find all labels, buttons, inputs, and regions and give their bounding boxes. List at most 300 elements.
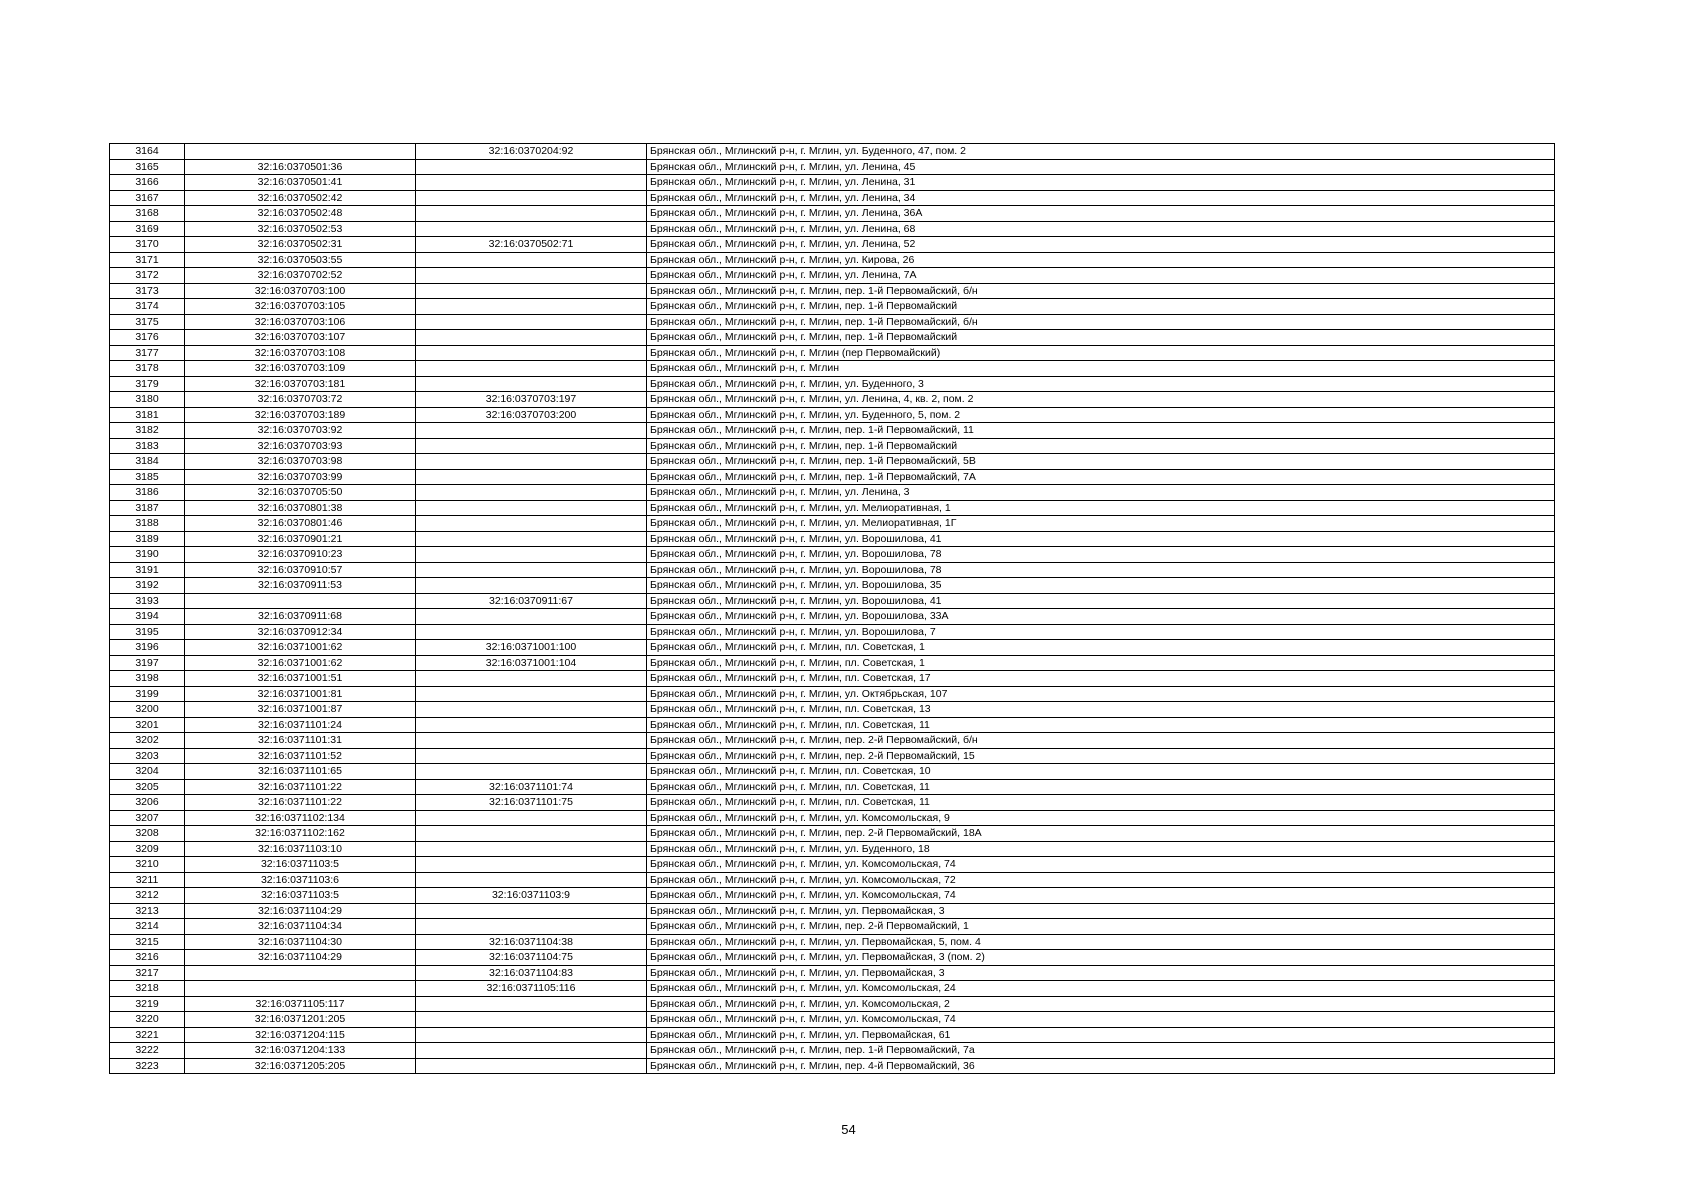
address-cell: Брянская обл., Мглинский р-н, г. Мглин, ул. Ленина, 45 (647, 159, 1555, 175)
cadastral-number-cell: 32:16:0370801:46 (185, 516, 416, 532)
table-row (110, 206, 1555, 222)
linked-cadastral-number-cell (416, 1027, 647, 1043)
linked-cadastral-number-cell: 32:16:0370204:92 (416, 144, 647, 160)
cadastral-number-cell: 32:16:0371001:51 (185, 671, 416, 687)
cadastral-number-cell (185, 593, 416, 609)
row-number-cell: 3211 (110, 872, 185, 888)
address-cell: Брянская обл., Мглинский р-н, г. Мглин, ул. Ворошилова, 41 (647, 531, 1555, 547)
linked-cadastral-number-cell (416, 268, 647, 284)
row-number-cell: 3172 (110, 268, 185, 284)
linked-cadastral-number-cell (416, 531, 647, 547)
address-cell: Брянская обл., Мглинский р-н, г. Мглин, ул. Ленина, 7А (647, 268, 1555, 284)
address-cell: Брянская обл., Мглинский р-н, г. Мглин, ул. Ворошилова, 7 (647, 624, 1555, 640)
cadastral-number-cell: 32:16:0370705:50 (185, 485, 416, 501)
table-row (110, 299, 1555, 315)
table-row (110, 640, 1555, 656)
linked-cadastral-number-cell: 32:16:0371105:116 (416, 981, 647, 997)
table-row (110, 1012, 1555, 1028)
linked-cadastral-number-cell: 32:16:0371101:74 (416, 779, 647, 795)
linked-cadastral-number-cell: 32:16:0371103:9 (416, 888, 647, 904)
linked-cadastral-number-cell (416, 175, 647, 191)
table-row (110, 779, 1555, 795)
row-number-cell: 3183 (110, 438, 185, 454)
address-cell: Брянская обл., Мглинский р-н, г. Мглин, ул. Ленина, 4, кв. 2, пом. 2 (647, 392, 1555, 408)
table-row (110, 795, 1555, 811)
table-row (110, 268, 1555, 284)
linked-cadastral-number-cell: 32:16:0370502:71 (416, 237, 647, 253)
cadastral-number-cell: 32:16:0371101:22 (185, 795, 416, 811)
table-row (110, 190, 1555, 206)
table-row (110, 454, 1555, 470)
cadastral-number-cell: 32:16:0371102:134 (185, 810, 416, 826)
table-row (110, 1043, 1555, 1059)
address-cell: Брянская обл., Мглинский р-н, г. Мглин, пер. 1-й Первомайский (647, 299, 1555, 315)
address-cell: Брянская обл., Мглинский р-н, г. Мглин, пл. Советская, 11 (647, 779, 1555, 795)
address-cell: Брянская обл., Мглинский р-н, г. Мглин, ул. Комсомольская, 72 (647, 872, 1555, 888)
cadastral-number-cell: 32:16:0371001:81 (185, 686, 416, 702)
row-number-cell: 3207 (110, 810, 185, 826)
row-number-cell: 3191 (110, 562, 185, 578)
address-cell: Брянская обл., Мглинский р-н, г. Мглин, ул. Ленина, 68 (647, 221, 1555, 237)
address-cell: Брянская обл., Мглинский р-н, г. Мглин, ул. Буденного, 5, пом. 2 (647, 407, 1555, 423)
address-cell: Брянская обл., Мглинский р-н, г. Мглин (пер Первомайский) (647, 345, 1555, 361)
cadastral-number-cell: 32:16:0370501:41 (185, 175, 416, 191)
row-number-cell: 3214 (110, 919, 185, 935)
linked-cadastral-number-cell (416, 190, 647, 206)
row-number-cell: 3194 (110, 609, 185, 625)
address-cell: Брянская обл., Мглинский р-н, г. Мглин, ул. Комсомольская, 24 (647, 981, 1555, 997)
row-number-cell: 3185 (110, 469, 185, 485)
cadastral-number-cell: 32:16:0370910:57 (185, 562, 416, 578)
row-number-cell: 3218 (110, 981, 185, 997)
address-cell: Брянская обл., Мглинский р-н, г. Мглин, ул. Буденного, 18 (647, 841, 1555, 857)
row-number-cell: 3165 (110, 159, 185, 175)
table-row (110, 516, 1555, 532)
table-row (110, 733, 1555, 749)
cadastral-number-cell: 32:16:0370502:48 (185, 206, 416, 222)
cadastral-number-cell: 32:16:0371101:65 (185, 764, 416, 780)
cadastral-number-cell: 32:16:0371103:6 (185, 872, 416, 888)
address-cell: Брянская обл., Мглинский р-н, г. Мглин, пер. 2-й Первомайский, 18А (647, 826, 1555, 842)
address-cell: Брянская обл., Мглинский р-н, г. Мглин, пер. 2-й Первомайский, б/н (647, 733, 1555, 749)
table-row (110, 826, 1555, 842)
cadastral-number-cell: 32:16:0371204:115 (185, 1027, 416, 1043)
address-cell: Брянская обл., Мглинский р-н, г. Мглин, ул. Ворошилова, 33А (647, 609, 1555, 625)
row-number-cell: 3189 (110, 531, 185, 547)
linked-cadastral-number-cell (416, 454, 647, 470)
linked-cadastral-number-cell (416, 330, 647, 346)
table-row (110, 438, 1555, 454)
linked-cadastral-number-cell (416, 717, 647, 733)
address-cell: Брянская обл., Мглинский р-н, г. Мглин, ул. Ворошилова, 78 (647, 562, 1555, 578)
table-row (110, 469, 1555, 485)
cadastral-number-cell: 32:16:0370703:92 (185, 423, 416, 439)
table-row (110, 919, 1555, 935)
table-row (110, 1027, 1555, 1043)
table-row (110, 562, 1555, 578)
address-cell: Брянская обл., Мглинский р-н, г. Мглин, пер. 1-й Первомайский, 7а (647, 1043, 1555, 1059)
address-cell: Брянская обл., Мглинский р-н, г. Мглин, пл. Советская, 1 (647, 655, 1555, 671)
table-row (110, 175, 1555, 191)
row-number-cell: 3190 (110, 547, 185, 563)
address-cell: Брянская обл., Мглинский р-н, г. Мглин, ул. Комсомольская, 9 (647, 810, 1555, 826)
table-row (110, 283, 1555, 299)
address-cell: Брянская обл., Мглинский р-н, г. Мглин, ул. Ленина, 3 (647, 485, 1555, 501)
address-cell: Брянская обл., Мглинский р-н, г. Мглин (647, 361, 1555, 377)
row-number-cell: 3188 (110, 516, 185, 532)
table-row (110, 221, 1555, 237)
row-number-cell: 3173 (110, 283, 185, 299)
cadastral-number-cell: 32:16:0371102:162 (185, 826, 416, 842)
row-number-cell: 3167 (110, 190, 185, 206)
address-cell: Брянская обл., Мглинский р-н, г. Мглин, ул. Первомайская, 3 (647, 965, 1555, 981)
linked-cadastral-number-cell (416, 826, 647, 842)
linked-cadastral-number-cell (416, 841, 647, 857)
cadastral-number-cell: 32:16:0370911:53 (185, 578, 416, 594)
row-number-cell: 3196 (110, 640, 185, 656)
linked-cadastral-number-cell: 32:16:0371001:100 (416, 640, 647, 656)
table-row (110, 841, 1555, 857)
linked-cadastral-number-cell (416, 1058, 647, 1074)
table-row (110, 500, 1555, 516)
linked-cadastral-number-cell (416, 516, 647, 532)
table-row (110, 1058, 1555, 1074)
row-number-cell: 3219 (110, 996, 185, 1012)
address-cell: Брянская обл., Мглинский р-н, г. Мглин, пл. Советская, 11 (647, 795, 1555, 811)
address-cell: Брянская обл., Мглинский р-н, г. Мглин, ул. Ворошилова, 35 (647, 578, 1555, 594)
cadastral-number-cell: 32:16:0370801:38 (185, 500, 416, 516)
address-cell: Брянская обл., Мглинский р-н, г. Мглин, пер. 1-й Первомайский (647, 438, 1555, 454)
cadastral-number-cell: 32:16:0371104:29 (185, 903, 416, 919)
row-number-cell: 3206 (110, 795, 185, 811)
cadastral-number-cell: 32:16:0370911:68 (185, 609, 416, 625)
linked-cadastral-number-cell (416, 764, 647, 780)
table-row (110, 593, 1555, 609)
address-cell: Брянская обл., Мглинский р-н, г. Мглин, ул. Первомайская, 3 (647, 903, 1555, 919)
linked-cadastral-number-cell (416, 485, 647, 501)
linked-cadastral-number-cell (416, 361, 647, 377)
address-cell: Брянская обл., Мглинский р-н, г. Мглин, ул. Первомайская, 3 (пом. 2) (647, 950, 1555, 966)
row-number-cell: 3178 (110, 361, 185, 377)
cadastral-number-cell: 32:16:0370503:55 (185, 252, 416, 268)
address-cell: Брянская обл., Мглинский р-н, г. Мглин, пл. Советская, 13 (647, 702, 1555, 718)
address-cell: Брянская обл., Мглинский р-н, г. Мглин, ул. Ленина, 34 (647, 190, 1555, 206)
linked-cadastral-number-cell (416, 500, 647, 516)
table-row (110, 981, 1555, 997)
row-number-cell: 3192 (110, 578, 185, 594)
row-number-cell: 3209 (110, 841, 185, 857)
row-number-cell: 3164 (110, 144, 185, 160)
address-cell: Брянская обл., Мглинский р-н, г. Мглин, ул. Ленина, 36А (647, 206, 1555, 222)
table-row (110, 423, 1555, 439)
cadastral-number-cell: 32:16:0371104:30 (185, 934, 416, 950)
row-number-cell: 3212 (110, 888, 185, 904)
linked-cadastral-number-cell (416, 996, 647, 1012)
address-cell: Брянская обл., Мглинский р-н, г. Мглин, ул. Ленина, 31 (647, 175, 1555, 191)
address-cell: Брянская обл., Мглинский р-н, г. Мглин, ул. Ворошилова, 41 (647, 593, 1555, 609)
linked-cadastral-number-cell (416, 919, 647, 935)
row-number-cell: 3201 (110, 717, 185, 733)
row-number-cell: 3217 (110, 965, 185, 981)
row-number-cell: 3210 (110, 857, 185, 873)
cadastral-number-cell: 32:16:0370703:109 (185, 361, 416, 377)
table-row (110, 903, 1555, 919)
table-row (110, 252, 1555, 268)
cadastral-number-cell: 32:16:0370703:98 (185, 454, 416, 470)
table-row (110, 392, 1555, 408)
address-cell: Брянская обл., Мглинский р-н, г. Мглин, ул. Буденного, 3 (647, 376, 1555, 392)
row-number-cell: 3220 (110, 1012, 185, 1028)
row-number-cell: 3179 (110, 376, 185, 392)
cadastral-number-cell: 32:16:0371204:133 (185, 1043, 416, 1059)
cadastral-number-cell: 32:16:0371001:62 (185, 655, 416, 671)
table-row (110, 609, 1555, 625)
cadastral-number-cell: 32:16:0370703:100 (185, 283, 416, 299)
linked-cadastral-number-cell: 32:16:0370703:200 (416, 407, 647, 423)
address-cell: Брянская обл., Мглинский р-н, г. Мглин, ул. Комсомольская, 74 (647, 857, 1555, 873)
address-cell: Брянская обл., Мглинский р-н, г. Мглин, ул. Ленина, 52 (647, 237, 1555, 253)
cadastral-number-cell: 32:16:0371105:117 (185, 996, 416, 1012)
row-number-cell: 3216 (110, 950, 185, 966)
address-cell: Брянская обл., Мглинский р-н, г. Мглин, ул. Кирова, 26 (647, 252, 1555, 268)
linked-cadastral-number-cell (416, 283, 647, 299)
cadastral-number-cell (185, 965, 416, 981)
table-row (110, 624, 1555, 640)
table-row (110, 578, 1555, 594)
row-number-cell: 3170 (110, 237, 185, 253)
linked-cadastral-number-cell (416, 423, 647, 439)
table-row (110, 671, 1555, 687)
cadastral-number-cell: 32:16:0371103:5 (185, 857, 416, 873)
linked-cadastral-number-cell (416, 221, 647, 237)
address-cell: Брянская обл., Мглинский р-н, г. Мглин, пер. 1-й Первомайский, 7А (647, 469, 1555, 485)
linked-cadastral-number-cell (416, 345, 647, 361)
linked-cadastral-number-cell (416, 686, 647, 702)
cadastral-number-cell: 32:16:0370703:189 (185, 407, 416, 423)
linked-cadastral-number-cell: 32:16:0371104:38 (416, 934, 647, 950)
address-cell: Брянская обл., Мглинский р-н, г. Мглин, пл. Советская, 1 (647, 640, 1555, 656)
row-number-cell: 3184 (110, 454, 185, 470)
table-row (110, 810, 1555, 826)
cadastral-number-cell (185, 144, 416, 160)
row-number-cell: 3168 (110, 206, 185, 222)
table-row (110, 655, 1555, 671)
cadastral-number-cell: 32:16:0371104:29 (185, 950, 416, 966)
cadastral-number-cell: 32:16:0370703:105 (185, 299, 416, 315)
linked-cadastral-number-cell (416, 1012, 647, 1028)
address-cell: Брянская обл., Мглинский р-н, г. Мглин, ул. Комсомольская, 74 (647, 1012, 1555, 1028)
table-row (110, 702, 1555, 718)
row-number-cell: 3186 (110, 485, 185, 501)
table-row (110, 547, 1555, 563)
address-cell: Брянская обл., Мглинский р-н, г. Мглин, пл. Советская, 10 (647, 764, 1555, 780)
cadastral-number-cell: 32:16:0370901:21 (185, 531, 416, 547)
table-row (110, 407, 1555, 423)
row-number-cell: 3222 (110, 1043, 185, 1059)
linked-cadastral-number-cell (416, 159, 647, 175)
cadastral-number-cell: 32:16:0371103:5 (185, 888, 416, 904)
cadastral-number-cell: 32:16:0370703:108 (185, 345, 416, 361)
linked-cadastral-number-cell (416, 702, 647, 718)
address-cell: Брянская обл., Мглинский р-н, г. Мглин, пер. 4-й Первомайский, 36 (647, 1058, 1555, 1074)
table-row (110, 996, 1555, 1012)
linked-cadastral-number-cell: 32:16:0370911:67 (416, 593, 647, 609)
linked-cadastral-number-cell (416, 903, 647, 919)
address-cell: Брянская обл., Мглинский р-н, г. Мглин, ул. Октябрьская, 107 (647, 686, 1555, 702)
row-number-cell: 3197 (110, 655, 185, 671)
linked-cadastral-number-cell: 32:16:0371104:83 (416, 965, 647, 981)
address-cell: Брянская обл., Мглинский р-н, г. Мглин, ул. Первомайская, 61 (647, 1027, 1555, 1043)
address-cell: Брянская обл., Мглинский р-н, г. Мглин, пер. 2-й Первомайский, 1 (647, 919, 1555, 935)
table-row (110, 531, 1555, 547)
linked-cadastral-number-cell (416, 1043, 647, 1059)
row-number-cell: 3176 (110, 330, 185, 346)
cadastral-number-cell: 32:16:0371101:31 (185, 733, 416, 749)
cadastral-number-cell: 32:16:0370501:36 (185, 159, 416, 175)
address-cell: Брянская обл., Мглинский р-н, г. Мглин, пер. 1-й Первомайский, б/н (647, 283, 1555, 299)
row-number-cell: 3174 (110, 299, 185, 315)
address-cell: Брянская обл., Мглинский р-н, г. Мглин, пер. 1-й Первомайский (647, 330, 1555, 346)
row-number-cell: 3221 (110, 1027, 185, 1043)
cadastral-number-cell: 32:16:0370703:106 (185, 314, 416, 330)
linked-cadastral-number-cell (416, 872, 647, 888)
linked-cadastral-number-cell (416, 469, 647, 485)
cadastral-number-cell: 32:16:0371001:87 (185, 702, 416, 718)
table-row (110, 764, 1555, 780)
cadastral-number-cell: 32:16:0371101:24 (185, 717, 416, 733)
table-row (110, 857, 1555, 873)
table-row (110, 314, 1555, 330)
cadastral-number-cell: 32:16:0370703:72 (185, 392, 416, 408)
row-number-cell: 3215 (110, 934, 185, 950)
row-number-cell: 3204 (110, 764, 185, 780)
linked-cadastral-number-cell (416, 314, 647, 330)
linked-cadastral-number-cell (416, 733, 647, 749)
page-number: 54 (841, 1122, 856, 1137)
table-row (110, 485, 1555, 501)
address-cell: Брянская обл., Мглинский р-н, г. Мглин, пл. Советская, 11 (647, 717, 1555, 733)
cadastral-number-cell: 32:16:0371103:10 (185, 841, 416, 857)
table-row (110, 159, 1555, 175)
cadastral-number-cell: 32:16:0371201:205 (185, 1012, 416, 1028)
linked-cadastral-number-cell (416, 624, 647, 640)
table-row (110, 934, 1555, 950)
linked-cadastral-number-cell (416, 562, 647, 578)
linked-cadastral-number-cell (416, 206, 647, 222)
table-row (110, 748, 1555, 764)
cadastral-number-cell: 32:16:0370703:181 (185, 376, 416, 392)
cadastral-number-cell: 32:16:0371101:52 (185, 748, 416, 764)
cadastral-number-cell: 32:16:0370910:23 (185, 547, 416, 563)
row-number-cell: 3169 (110, 221, 185, 237)
linked-cadastral-number-cell (416, 609, 647, 625)
table-row (110, 361, 1555, 377)
table-row (110, 950, 1555, 966)
cadastral-number-cell: 32:16:0370703:107 (185, 330, 416, 346)
row-number-cell: 3187 (110, 500, 185, 516)
row-number-cell: 3213 (110, 903, 185, 919)
table-row (110, 376, 1555, 392)
linked-cadastral-number-cell: 32:16:0370703:197 (416, 392, 647, 408)
linked-cadastral-number-cell (416, 376, 647, 392)
registry-table (109, 143, 1555, 1074)
row-number-cell: 3182 (110, 423, 185, 439)
row-number-cell: 3208 (110, 826, 185, 842)
linked-cadastral-number-cell (416, 748, 647, 764)
address-cell: Брянская обл., Мглинский р-н, г. Мглин, пер. 1-й Первомайский, 5В (647, 454, 1555, 470)
table-row (110, 144, 1555, 160)
address-cell: Брянская обл., Мглинский р-н, г. Мглин, ул. Комсомольская, 74 (647, 888, 1555, 904)
cadastral-number-cell: 32:16:0370502:31 (185, 237, 416, 253)
address-cell: Брянская обл., Мглинский р-н, г. Мглин, ул. Мелиоративная, 1Г (647, 516, 1555, 532)
row-number-cell: 3177 (110, 345, 185, 361)
table-body (110, 144, 1555, 1074)
address-cell: Брянская обл., Мглинский р-н, г. Мглин, пл. Советская, 17 (647, 671, 1555, 687)
linked-cadastral-number-cell: 32:16:0371101:75 (416, 795, 647, 811)
linked-cadastral-number-cell (416, 547, 647, 563)
cadastral-number-cell: 32:16:0371205:205 (185, 1058, 416, 1074)
cadastral-number-cell: 32:16:0371101:22 (185, 779, 416, 795)
linked-cadastral-number-cell (416, 671, 647, 687)
row-number-cell: 3198 (110, 671, 185, 687)
row-number-cell: 3202 (110, 733, 185, 749)
table-row (110, 717, 1555, 733)
row-number-cell: 3203 (110, 748, 185, 764)
linked-cadastral-number-cell (416, 299, 647, 315)
row-number-cell: 3193 (110, 593, 185, 609)
address-cell: Брянская обл., Мглинский р-н, г. Мглин, пер. 1-й Первомайский, 11 (647, 423, 1555, 439)
row-number-cell: 3175 (110, 314, 185, 330)
cadastral-number-cell: 32:16:0370702:52 (185, 268, 416, 284)
table-row (110, 965, 1555, 981)
linked-cadastral-number-cell (416, 438, 647, 454)
row-number-cell: 3166 (110, 175, 185, 191)
address-cell: Брянская обл., Мглинский р-н, г. Мглин, пер. 1-й Первомайский, б/н (647, 314, 1555, 330)
table-row (110, 872, 1555, 888)
cadastral-number-cell: 32:16:0371001:62 (185, 640, 416, 656)
row-number-cell: 3223 (110, 1058, 185, 1074)
linked-cadastral-number-cell (416, 810, 647, 826)
linked-cadastral-number-cell: 32:16:0371104:75 (416, 950, 647, 966)
cadastral-number-cell: 32:16:0370502:42 (185, 190, 416, 206)
cadastral-number-cell: 32:16:0370703:99 (185, 469, 416, 485)
cadastral-number-cell (185, 981, 416, 997)
table-row (110, 237, 1555, 253)
address-cell: Брянская обл., Мглинский р-н, г. Мглин, ул. Мелиоративная, 1 (647, 500, 1555, 516)
table-row (110, 686, 1555, 702)
address-cell: Брянская обл., Мглинский р-н, г. Мглин, пер. 2-й Первомайский, 15 (647, 748, 1555, 764)
row-number-cell: 3181 (110, 407, 185, 423)
row-number-cell: 3180 (110, 392, 185, 408)
row-number-cell: 3195 (110, 624, 185, 640)
table-row (110, 888, 1555, 904)
row-number-cell: 3205 (110, 779, 185, 795)
row-number-cell: 3200 (110, 702, 185, 718)
row-number-cell: 3171 (110, 252, 185, 268)
table-row (110, 345, 1555, 361)
linked-cadastral-number-cell: 32:16:0371001:104 (416, 655, 647, 671)
address-cell: Брянская обл., Мглинский р-н, г. Мглин, ул. Комсомольская, 2 (647, 996, 1555, 1012)
row-number-cell: 3199 (110, 686, 185, 702)
address-cell: Брянская обл., Мглинский р-н, г. Мглин, ул. Буденного, 47, пом. 2 (647, 144, 1555, 160)
linked-cadastral-number-cell (416, 578, 647, 594)
cadastral-number-cell: 32:16:0370703:93 (185, 438, 416, 454)
cadastral-number-cell: 32:16:0370502:53 (185, 221, 416, 237)
cadastral-number-cell: 32:16:0371104:34 (185, 919, 416, 935)
cadastral-number-cell: 32:16:0370912:34 (185, 624, 416, 640)
address-cell: Брянская обл., Мглинский р-н, г. Мглин, ул. Ворошилова, 78 (647, 547, 1555, 563)
linked-cadastral-number-cell (416, 252, 647, 268)
